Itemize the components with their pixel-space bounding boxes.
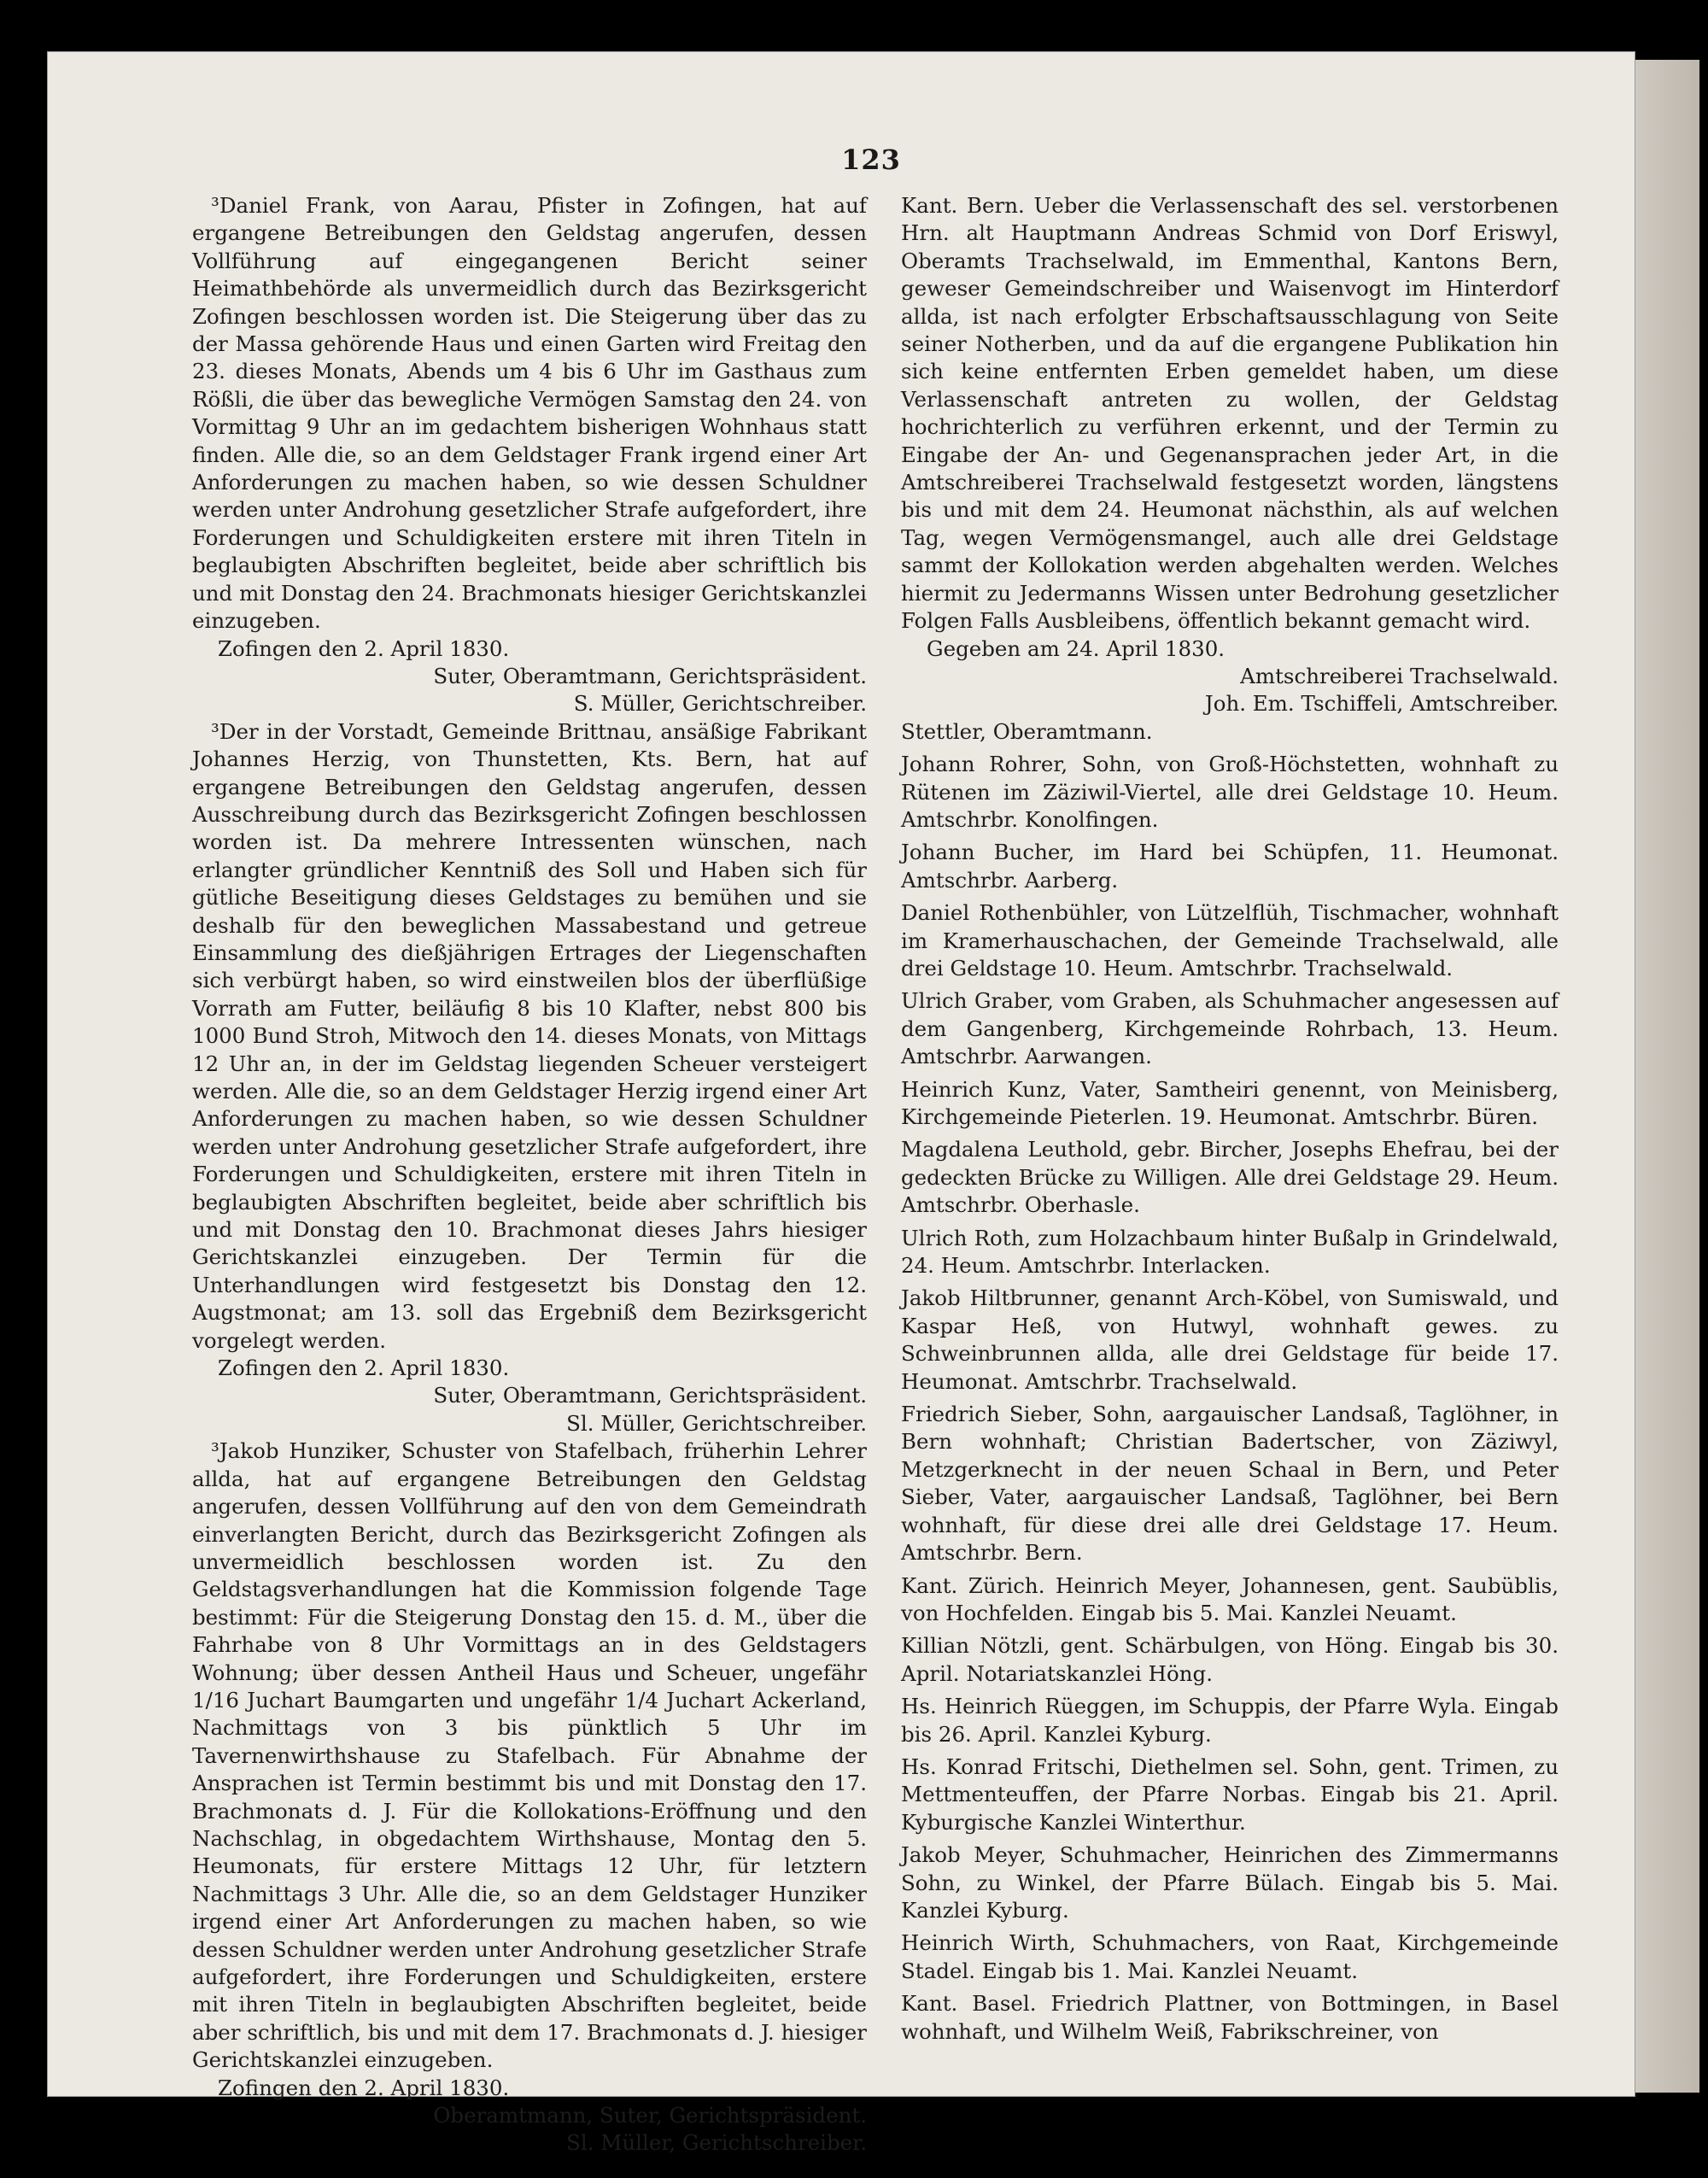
list-item: Ulrich Roth, zum Holzachbaum hinter Bußalp in Grindelwald, 24. Heum. Amtschrbr. Interlacken. xyxy=(901,1225,1559,1279)
list-item: Johann Bucher, im Hard bei Schüpfen, 11. Heumonat. Amtschrbr. Aarberg. xyxy=(901,840,1559,893)
notice-herzig-signature-2: Sl. Müller, Gerichtschreiber. xyxy=(566,1410,867,1436)
list-item: Hs. Konrad Fritschi, Diethelmen sel. Sohn, gent. Trimen, zu Mettmenteuffen, der Pfarre Norbas. Eingab bis 21. April. Kyburgische Kanzlei Winterthur. xyxy=(901,1754,1559,1835)
list-item: Daniel Rothenbühler, von Lützelflüh, Tischmacher, wohnhaft im Kramerhauschachen, der Gemeinde Trachselwald, alle drei Geldstage 10. Heum. Amtschrbr. Trachselwald. xyxy=(901,900,1559,981)
notice-frank: ³Daniel Frank, von Aarau, Pfister in Zofingen, hat auf ergangene Betreibungen den Geldstag angerufen, dessen Vollführung auf eingegangenen Bericht seiner Heimathbehörde als unvermeidlich durch das Bezirksgericht Zofingen beschlossen worden ist. Die Steigerung über das zu der Massa gehörende Haus und einen Garten wird Freitag den 23. dieses Monats, Abends um 4 bis 6 Uhr im Gasthaus zum Rößli, die über das bewegliche Vermögen Samstag den 24. von Vormittag 9 Uhr an im gedachtem bisherigen Wohnhaus statt finden. Alle die, so an dem Geldstager Frank irgend einer Art Anforderungen zu machen haben, so wie dessen Schuldner werden unter Androhung gesetzlicher Strafe aufgefordert, ihre Forderungen und Schuldigkeiten erstere mit ihren Titeln in beglaubigten Abschriften begleitet, beide aber schriftlich bis und mit Donstag den 24. Brachmonats hiesiger Gerichtskanzlei einzugeben. xyxy=(192,193,867,634)
notice-hunziker-place-date: Zofingen den 2. April 1830. xyxy=(218,2075,510,2100)
notice-schmid-place-date: Gegeben am 24. April 1830. xyxy=(927,635,1225,661)
notice-hunziker: ³Jakob Hunziker, Schuster von Stafelbach, früherhin Lehrer allda, hat auf ergangene Betreibungen den Geldstag angerufen, dessen Vollführung auf den von dem Gemeindrath einverlangten Bericht, durch das Bezirksgericht Zofingen als unvermeidlich beschlossen worden ist. Zu den Geldstagsverhandlungen hat die Kommission folgende Tage bestimmt: Für die Steigerung Donstag den 15. d. M., über die Fahrhabe von 8 Uhr Vormittags an in des Geldstagers Wohnung; über dessen Antheil Haus und Scheuer, ungefähr 1/16 Juchart Baumgarten und ungefähr 1/4 Juchart Ackerland, Nachmittags von 3 bis pünktlich 5 Uhr im Tavernenwirthshause zu Stafelbach. Für Abnahme der Ansprachen ist Termin bestimmt bis und mit Donstag den 17. Brachmonats d. J. Für die Kollokations-Eröffnung und den Nachschlag, in obgedachtem Wirthshause, Montag den 5. Heumonats, für erstere Mittags 12 Uhr, für letztern Nachmittags 3 Uhr. Alle die, so an dem Geldstager Hunziker irgend einer Art Anforderungen zu machen haben, so wie dessen Schuldner werden unter Androhung gesetzlicher Strafe aufgefordert, ihre Forderungen und Schuldigkeiten, erstere mit ihren Titeln in beglaubigten Abschriften begleitet, beide aber schriftlich, bis und mit dem 17. Brachmonats d. J. hiesiger Gerichtskanzlei einzugeben. xyxy=(192,1438,867,2073)
list-item: Jakob Hiltbrunner, genannt Arch-Köbel, von Sumiswald, und Kaspar Heß, von Hutwyl, wohnhaft gewes. zu Schweinbrunnen allda, alle drei Geldstage für beide 17. Heumonat. Amtschrbr. Trachselwald. xyxy=(901,1285,1559,1394)
page-number: 123 xyxy=(841,143,901,176)
list-item: Killian Nötzli, gent. Schärbulgen, von Höng. Eingab bis 30. April. Notariatskanzlei Höng. xyxy=(901,1633,1559,1686)
notice-herzig: ³Der in der Vorstadt, Gemeinde Brittnau, ansäßige Fabrikant Johannes Herzig, von Thunstetten, Kts. Bern, hat auf ergangene Betreibungen den Geldstag angerufen, dessen Ausschreibung durch das Bezirksgericht Zofingen beschlossen worden ist. Da mehrere Intressenten wünschen, nach erlangter gründlicher Kenntniß des Soll und Haben sich für gütliche Beseitigung dieses Geldstages zu bemühen und sie deshalb für den beweglichen Massabestand und getreue Einsammlung des dießjährigen Ertrages der Liegenschaften sich verbürgt haben, so wird einstweilen blos der überflüßige Vorrath am Futter, beiläufig 8 bis 10 Klafter, nebst 800 bis 1000 Bund Stroh, Mitwoch den 14. dieses Monats, von Mittags 12 Uhr an, in der im Geldstag liegenden Scheuer versteigert werden. Alle die, so an dem Geldstager Herzig irgend einer Art Anforderungen zu machen haben, so wie dessen Schuldner werden unter Androhung gesetzlicher Strafe aufgefordert, ihre Forderungen und Schuldigkeiten, erstere mit ihren Titeln in beglaubigten Abschriften begleitet, beide aber schriftlich bis und mit Donstag den 10. Brachmonat dieses Jahrs hiesiger Gerichtskanzlei einzugeben. Der Termin für die Unterhandlungen wird festgesetzt bis Donstag den 12. Augstmonat; am 13. soll das Ergebniß dem Bezirksgericht vorgelegt werden. xyxy=(192,718,867,1353)
right-column xyxy=(901,192,1559,2051)
notice-frank-signature-2: S. Müller, Gerichtschreiber. xyxy=(573,691,867,717)
list-item: Magdalena Leuthold, gebr. Bircher, Josephs Ehefrau, bei der gedeckten Brücke zu Willigen. Alle drei Geldstage 29. Heum. Amtschrbr. Oberhasle. xyxy=(901,1137,1559,1218)
list-item: Hs. Heinrich Rüeggen, im Schuppis, der Pfarre Wyla. Eingab bis 26. April. Kanzlei Kyburg. xyxy=(901,1694,1559,1747)
notice-frank-signature-1: Suter, Oberamtmann, Gerichtspräsident. xyxy=(433,663,867,688)
left-column xyxy=(192,192,867,2158)
list-item: Friedrich Sieber, Sohn, aargauischer Landsaß, Taglöhner, in Bern wohnhaft; Christian Badertscher, von Zäziwyl, Metzgerknecht in der neuen Schaal in Bern, und Peter Sieber, Vater, aargauischer Landsaß, Taglöhner, bei Bern wohnhaft, für diese drei alle drei Geldstage 17. Heum. Amtschrbr. Bern. xyxy=(901,1402,1559,1566)
list-item: Heinrich Wirth, Schuhmachers, von Raat, Kirchgemeinde Stadel. Eingab bis 1. Mai. Kanzlei Neuamt. xyxy=(901,1930,1559,1983)
notice-frank-place-date: Zofingen den 2. April 1830. xyxy=(218,635,510,661)
list-item: Jakob Meyer, Schuhmacher, Heinrichen des Zimmermanns Sohn, zu Winkel, der Pfarre Bülach. Eingab bis 5. Mai. Kanzlei Kyburg. xyxy=(901,1842,1559,1923)
notice-herzig-signature-1: Suter, Oberamtmann, Gerichtspräsident. xyxy=(433,1383,867,1408)
list-item: Johann Rohrer, Sohn, von Groß-Höchstetten, wohnhaft zu Rütenen im Zäziwil-Viertel, alle drei Geldstage 10. Heum. Amtschrbr. Konolfingen. xyxy=(901,752,1559,832)
notice-schmid-bern: Kant. Bern. Ueber die Verlassenschaft des sel. verstorbenen Hrn. alt Hauptmann Andreas Schmid von Dorf Eriswyl, Oberamts Trachselwald, im Emmenthal, Kantons Bern, geweser Gemeindschreiber und Waisenvogt im Hinterdorf allda, ist nach erfolgter Erbschaftsausschlagung von Seite seiner Notherben, und da auf die ergangene Publikation hin sich keine entfernten Erben gemeldet haben, um diese Verlassenschaft antreten zu wollen, der Geldstag hochrichterlich zu verführen erkennt, und der Termin zu Eingabe der An- und Gegenansprachen jeder Art, in die Amtschreiberei Trachselwald festgesetzt worden, längstens bis und mit dem 24. Heumonat nächsthin, als auf welchen Tag, wegen Vermögensmangel, auch alle drei Geldstage sammt der Kollokation werden abgehalten werden. Welches hiermit zu Jedermanns Wissen unter Bedrohung gesetzlicher Folgen Falls Ausbleibens, öffentlich bekannt gemacht wird. xyxy=(901,193,1559,634)
list-item: Kant. Basel. Friedrich Plattner, von Bottmingen, in Basel wohnhaft, und Wilhelm Weiß, Fabrikschreiner, von xyxy=(901,1991,1559,2044)
page-curl-edge xyxy=(1635,60,1699,2093)
notice-schmid-signature-1: Amtschreiberei Trachselwald. xyxy=(1240,663,1559,688)
list-item: Heinrich Kunz, Vater, Samtheiri genennt, von Meinisberg, Kirchgemeinde Pieterlen. 19. Heumonat. Amtschrbr. Büren. xyxy=(901,1076,1559,1129)
list-item: Kant. Zürich. Heinrich Meyer, Johannesen, gent. Saubüblis, von Hochfelden. Eingab bis 5. Mai. Kanzlei Neuamt. xyxy=(901,1572,1559,1625)
notice-herzig-place-date: Zofingen den 2. April 1830. xyxy=(218,1355,510,1381)
geldstag-list xyxy=(901,751,1559,2046)
notice-schmid-signature-2: Joh. Em. Tschiffeli, Amtschreiber. xyxy=(1204,691,1559,717)
notice-hunziker-signature-1: Oberamtmann, Suter, Gerichtspräsident. xyxy=(433,2103,867,2128)
list-item: Ulrich Graber, vom Graben, als Schuhmacher angesessen auf dem Gangenberg, Kirchgemeinde Rohrbach, 13. Heum. Amtschrbr. Aarwangen. xyxy=(901,988,1559,1069)
notice-schmid-signature-3: Stettler, Oberamtmann. xyxy=(901,718,1153,744)
notice-hunziker-signature-2: Sl. Müller, Gerichtschreiber. xyxy=(566,2130,867,2156)
